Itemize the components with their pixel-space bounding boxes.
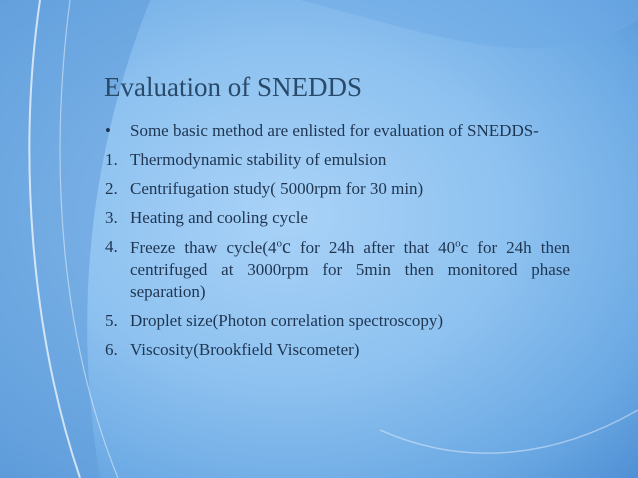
degree-superscript: o [276, 237, 282, 250]
item-text-part: c [282, 236, 291, 258]
degree-superscript: o [455, 237, 461, 250]
item-number: 3. [105, 208, 118, 227]
item-text: Viscosity(Brookfield Viscometer) [130, 340, 360, 359]
item-text-part: Freeze thaw cycle(4 [130, 238, 277, 257]
item-number: 5. [105, 311, 118, 330]
list-item [102, 236, 570, 303]
item-text-part: for 24h after that 40 [290, 238, 456, 257]
item-text: Thermodynamic stability of emulsion [130, 150, 387, 169]
list-item [102, 178, 570, 200]
slide-title: Evaluation of SNEDDS [104, 72, 362, 102]
item-number: 1. [105, 150, 118, 169]
list-item [102, 339, 570, 361]
item-number: 2. [105, 179, 118, 198]
intro-text: Some basic method are enlisted for evaluation of SNEDDS- [130, 121, 539, 140]
item-text-part: c for 24h then centrifuged at 3000rpm for 5min then monitored phase separation) [130, 238, 571, 301]
list-item [102, 207, 570, 229]
item-number: 4. [105, 237, 118, 256]
list-item [102, 149, 570, 171]
bullet-marker: • [105, 121, 111, 140]
list-item [102, 310, 570, 332]
item-text: Centrifugation study( 5000rpm for 30 min) [130, 179, 424, 198]
item-text: Droplet size(Photon correlation spectroscopy) [130, 311, 443, 330]
intro-bullet [102, 120, 570, 142]
item-text: Heating and cooling cycle [130, 208, 308, 227]
item-number: 6. [105, 340, 118, 359]
slide-body [102, 120, 570, 368]
